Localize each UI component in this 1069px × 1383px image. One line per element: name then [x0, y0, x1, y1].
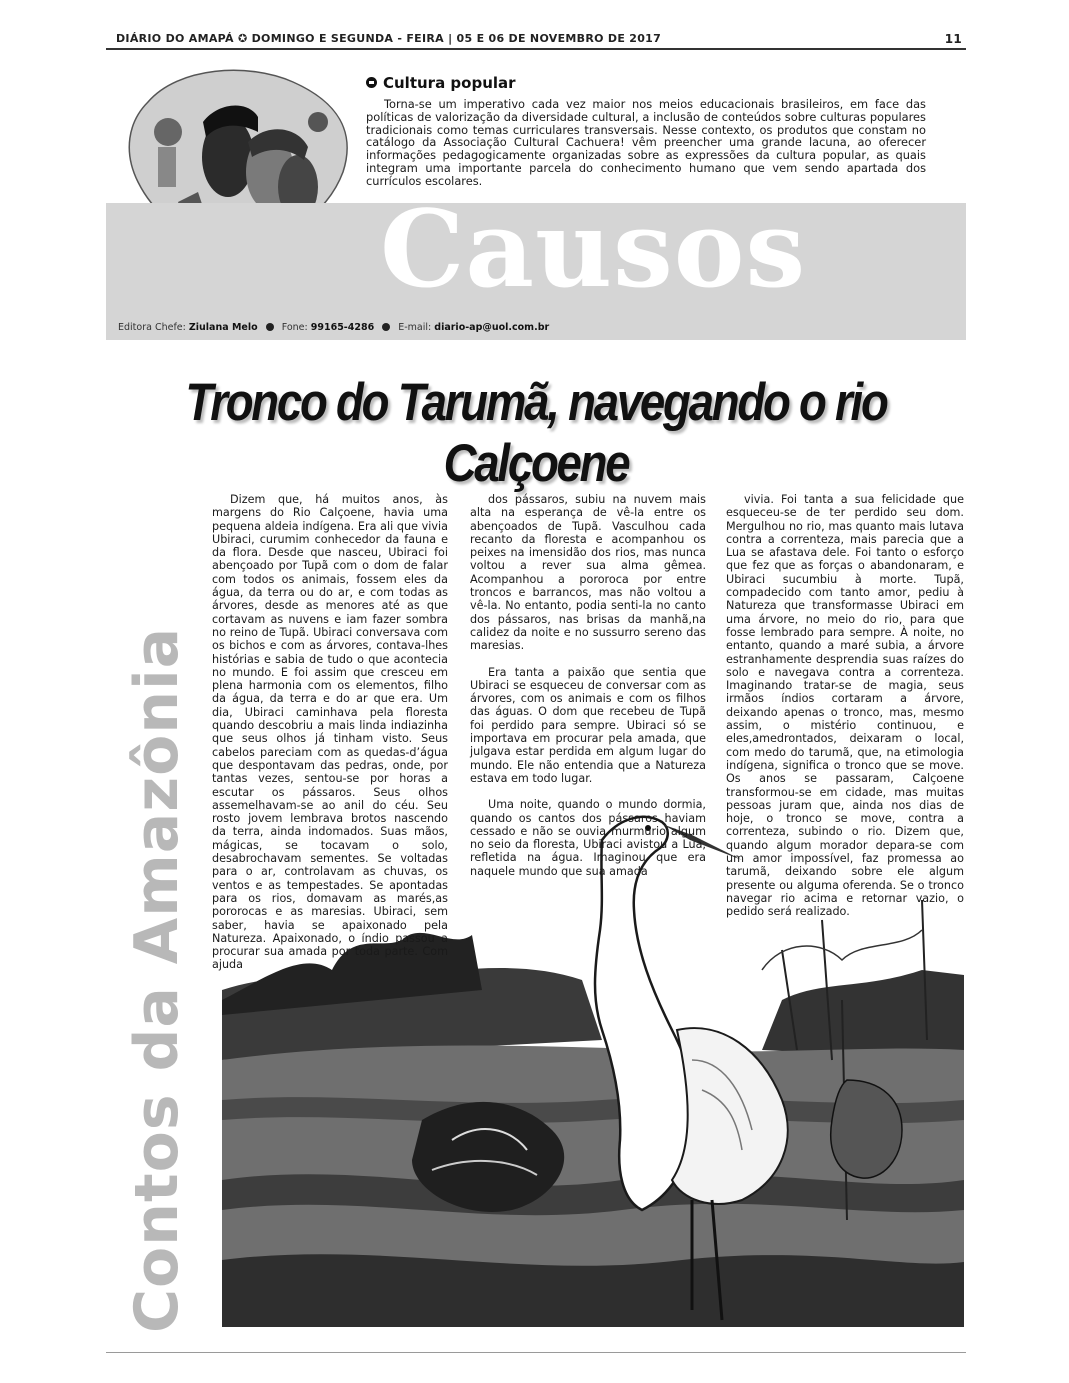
paragraph: Era tanta a paixão que sentia que Ubiraci se esqueceu de conversar com as árvores, com os animais e com os filhos das águas. O dom que recebeu de Tupã foi perdido para sempre. Ubiraci só se importava em procurar pela amada, que julgava estar perdida em algum lugar do mundo. Ele não entendia que a Natureza estava em todo lugar. — [470, 665, 706, 785]
article-column-1 — [212, 493, 448, 985]
article-column-2 — [470, 493, 706, 891]
article-column-3 — [726, 493, 964, 932]
paragraph: dos pássaros, subiu na nuvem mais alta na esperança de vê-la entre os abençoados de Tupã. Vasculhou cada recanto da floresta e acompanhou os peixes na imensidão dos rios, mas nunca voltou a rever sua alma gêmea. Acompanhou a pororoca por entre troncos e barrancos, mas não voltou a vê-la. No entanto, podia senti-la no canto dos pássaros, nas brisas da manhã,na calidez da noite e no sussurro sereno das maresias. — [470, 493, 706, 653]
section-heading — [366, 74, 516, 92]
page-number: 11 — [944, 32, 962, 46]
paragraph: vivia. Foi tanta a sua felicidade que esqueceu-se de ter perdido seu dom. Mergulhou no rio, mas quanto mais lutava contra a correnteza, mais parecia que a Lua se afastava dele. Foi tanto o esforço que fez que as forças o abandonaram, e Ubiraci sucumbiu à morte. Tupã, compadecido com tanto amor, pediu à Natureza que transformasse Ubiraci em uma árvore, no meio do rio, para que fosse lembrado para sempre. À noite, no entanto, quando a maré subia, a árvore estranhamente desprendia suas raízes do solo e navegava contra a correnteza. Imaginando tratar-se de magia, seus irmãos índios cortaram a árvore, deixando apenas o tronco, mas, mesmo assim, o mistério continuou, e eles,amedrontados, deixaram o local, com medo do tarumã, que, na etimologia indígena, significa o tronco que se move. Os anos se passaram, Calçoene transformou-se em cidade, mas muitas pessoas juram que, ainda nos dias de hoje, o tronco se move, contra a correnteza, subindo o rio. Dizem que, quando algum morador depara-se com um amor impossível, faz promessa ao tarumã, deixando sobre ele algum presente ou alguma oferenda. Se o tronco navegar rio acima e retornar vazio, o pedido será realizado. — [726, 493, 964, 919]
banner-title: Causos — [380, 186, 807, 311]
phone-number: 99165-4286 — [310, 322, 375, 333]
email-label: E-mail: — [398, 322, 432, 333]
section-title: Cultura popular — [383, 74, 516, 92]
phone-label: Fone: — [281, 322, 308, 333]
editor-credits — [118, 322, 549, 333]
side-label: Contos da Amazônia — [122, 626, 192, 1333]
separator-icon — [382, 323, 390, 331]
email-address: diario-ap@uol.com.br — [434, 322, 550, 333]
separator-icon — [266, 323, 274, 331]
page-header — [106, 30, 966, 50]
paragraph: Uma noite, quando o mundo dormia, quando os cantos dos pássaros haviam cessado e não se ouvia murmúrio algum no seio da floresta, Ubiraci avistou a Lua, refletida na água. Imaginou que era naquele mundo que sua amada — [470, 798, 706, 878]
paragraph: Dizem que, há muitos anos, às margens do Rio Calçoene, havia uma pequena aldeia indígena. Era ali que vivia Ubiraci, curumim conhecedor da fauna e da flora. Desde que nasceu, Ubiraci foi abençoado por Tupã com o dom de falar com todos os animais, fossem eles da água, da terra ou do ar, e com todas as árvores, desde as menores até as que cortavam as nuvens e iam fazer sombra no reino de Tupã. Ubiraci conversava com os bichos e com as árvores, contava-lhes histórias e sabia de tudo o que acontecia no mundo. E foi assim que cresceu em plena harmonia com os elementos, filho da água, da terra e do ar que era. Um dia, Ubiraci caminhava pela floresta quando descobriu a mais linda indiazinha que seus olhos já tinham visto. Seus cabelos pareciam com as quedas-d’água que despontavam das pedras, onde, por tantas vezes, sentou-se por horas a escutar os pássaros. Seus olhos assemelhavam-se ao anil do céu. Seu rosto jovem lembrava brotos nascendo da terra, ainda indomados. Suas mãos, mágicas, se tocavam o solo, desabrochavam sementes. Se voltadas para o ar, controlavam as chuvas, os ventos e as tempestades. Se apontadas para os rios, domavam as marés,as pororocas e as maresias. Ubiraci, sem saber, havia se apaixonado pela Natureza. Apaixonado, o índio passou a procurar sua amada por toda parte. Com ajuda — [212, 493, 448, 972]
bottom-rule — [106, 1352, 966, 1353]
editor-label: Editora Chefe: — [118, 322, 186, 333]
article-headline: Tronco do Tarumã, navegando o rio Calçoene — [185, 373, 887, 493]
editor-name: Ziulana Melo — [188, 322, 258, 333]
masthead: DIÁRIO DO AMAPÁ ✪ DOMINGO E SEGUNDA - FEIRA | 05 E 06 DE NOVEMBRO DE 2017 — [116, 32, 662, 45]
bullet-arrow-icon — [366, 77, 377, 88]
section-intro: Torna-se um imperativo cada vez maior nos meios educacionais brasileiros, em face das políticas de valorização da diversidade cultural, a inclusão de conteúdos sobre culturas populares tradicionais como temas curriculares transversais. Nesse contexto, os produtos que constam no catálogo da Associação Cultural Cachuera! vêm preencher uma grande lacuna, ao oferecer informações pedagogicamente organizadas sobre as expressões da cultura popular, as quais integram uma importante parcela do conhecimento humano que vem sendo apartada dos currículos escolares. — [366, 97, 926, 188]
